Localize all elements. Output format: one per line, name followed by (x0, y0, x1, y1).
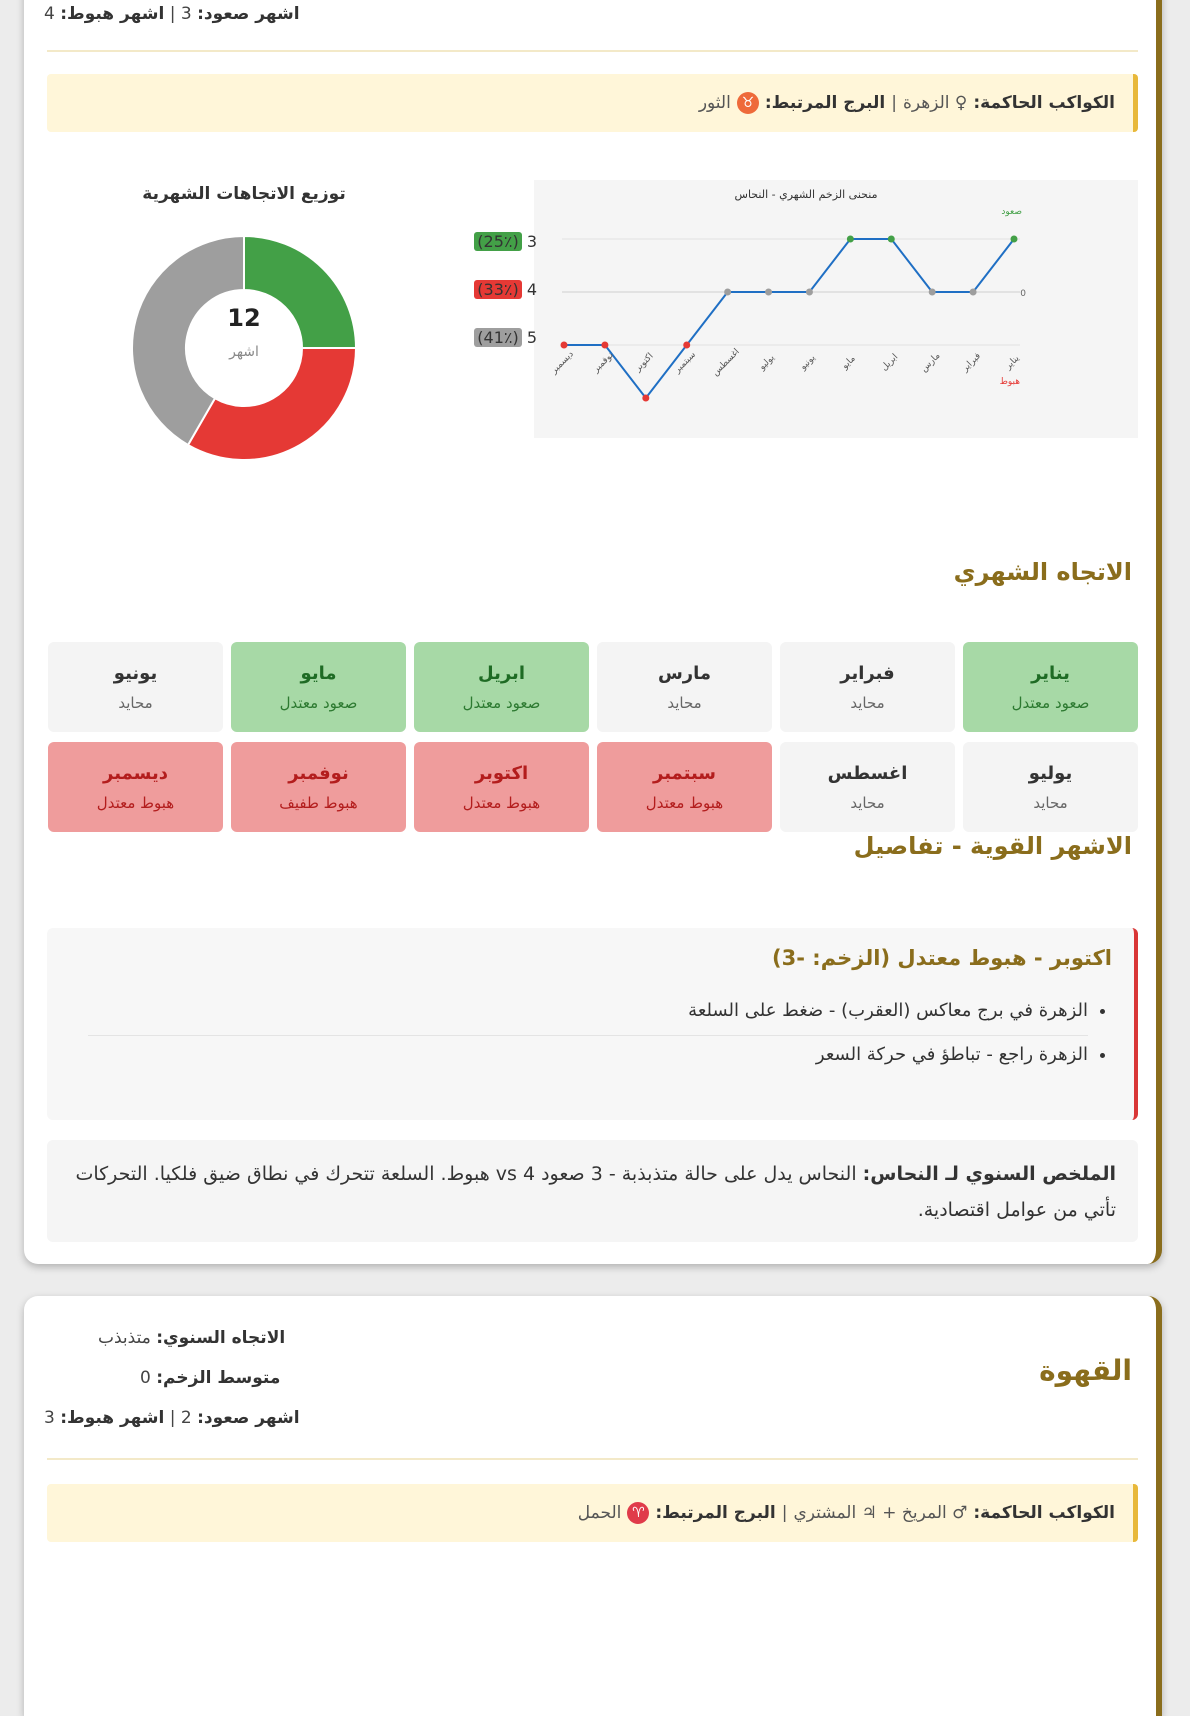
commodity-title: القهوة (1039, 1354, 1132, 1387)
x-tick-label: نوفمبر (591, 350, 616, 375)
x-tick-label: مايو (840, 353, 858, 372)
data-point (888, 236, 895, 243)
month-cell (597, 642, 772, 732)
momentum-line-chart (534, 180, 1138, 438)
commodity-card-copper (24, 0, 1162, 1264)
month-trend: محايد (850, 693, 885, 712)
donut-title: توزيع الاتجاهات الشهرية (142, 184, 346, 204)
x-tick-label: يوليو (757, 352, 777, 373)
ruling-planets-box: الكواكب الحاكمة: ♀ الزهرة | البرج المرتبط: ♉ الثور (47, 74, 1138, 132)
y-label-down: هبوط (999, 377, 1020, 387)
monthly-trend-grid (47, 642, 1138, 832)
donut-slice (188, 348, 356, 460)
divider (47, 50, 1138, 52)
month-trend: هبوط معتدل (462, 793, 541, 812)
y-label-up: صعود (1001, 207, 1022, 217)
x-tick-label: ديسمبر (549, 349, 576, 376)
month-cell (963, 742, 1138, 832)
month-cell (48, 642, 223, 732)
data-point (601, 342, 608, 349)
y-label-zero: 0 (1020, 289, 1026, 299)
x-tick-label: اكتوبر (633, 351, 656, 374)
data-point (765, 289, 772, 296)
month-trend: محايد (850, 793, 885, 812)
data-point (1011, 236, 1018, 243)
momentum-stat: متوسط الزخم: 0 (140, 1368, 281, 1388)
donut-center-value: 12 (227, 304, 261, 332)
data-point (970, 289, 977, 296)
divider (47, 1458, 1138, 1460)
detail-points (88, 992, 1112, 1073)
strong-months-title: الاشهر القوية - تفاصيل (853, 832, 1132, 860)
commodity-card-coffee (24, 1296, 1162, 1716)
legend-item-down: 4 (33٪) (474, 280, 537, 299)
data-point (642, 395, 649, 402)
month-cell (780, 642, 955, 732)
month-name: مارس (657, 662, 712, 684)
month-name: ابريل (478, 662, 525, 684)
data-point (847, 236, 854, 243)
momentum-series-line (564, 239, 1014, 398)
legend-item-up: 3 (25٪) (474, 232, 537, 251)
x-tick-label: فبراير (960, 351, 983, 374)
month-cell (231, 642, 406, 732)
months-count-stat: اشهر صعود: 3 | اشهر هبوط: 4 (44, 4, 300, 24)
x-tick-label: يونيو (798, 353, 818, 373)
annual-trend-stat: الاتجاه السنوي: متذبذب (98, 1328, 286, 1348)
month-trend: محايد (667, 693, 702, 712)
x-tick-label: ابريل (879, 352, 901, 373)
ruling-planets-box: الكواكب الحاكمة: ♂ المريخ + ♃ المشتري | البرج المرتبط: ♈ الحمل (47, 1484, 1138, 1542)
month-name: مايو (300, 662, 337, 684)
month-cell (780, 742, 955, 832)
month-name: يونيو (113, 662, 158, 684)
month-name: اغسطس (827, 762, 908, 784)
month-name: اكتوبر (474, 762, 529, 784)
month-name: سبتمبر (653, 762, 717, 784)
month-trend: صعود معتدل (279, 693, 358, 712)
month-cell (963, 642, 1138, 732)
taurus-icon: ♉ (737, 92, 759, 114)
month-cell (597, 742, 772, 832)
donut-legend (461, 232, 541, 362)
monthly-trend-title: الاتجاه الشهري (953, 558, 1132, 586)
data-point (929, 289, 936, 296)
month-name: يوليو (1028, 762, 1073, 784)
month-trend: محايد (1033, 793, 1068, 812)
month-trend: هبوط طفيف (279, 793, 358, 812)
month-cell (48, 742, 223, 832)
month-name: نوفمبر (288, 762, 349, 784)
month-trend: هبوط معتدل (645, 793, 724, 812)
detail-title: اكتوبر - هبوط معتدل (الزخم: -3) (772, 946, 1112, 970)
month-name: يناير (1031, 662, 1070, 684)
list-item: • الزهرة راجع - تباطؤ في حركة السعر (88, 1036, 1088, 1073)
x-tick-label: سبتمبر (672, 349, 698, 376)
x-tick-label: مارس (919, 350, 943, 375)
month-cell (231, 742, 406, 832)
data-point (683, 342, 690, 349)
month-cell (414, 642, 589, 732)
month-name: ديسمبر (103, 762, 168, 784)
data-point (724, 289, 731, 296)
month-trend: صعود معتدل (462, 693, 541, 712)
x-tick-label: يناير (1003, 353, 1022, 372)
x-tick-label: اغسطس (710, 346, 742, 379)
month-name: فبراير (840, 662, 895, 684)
strong-month-detail (47, 928, 1138, 1120)
month-trend: صعود معتدل (1011, 693, 1090, 712)
data-point (806, 289, 813, 296)
legend-item-neutral: 5 (41٪) (474, 328, 537, 347)
donut-center-label: اشهر (229, 344, 259, 360)
annual-summary: الملخص السنوي لـ النحاس: النحاس يدل على حالة متذبذبة - 3 صعود vs 4 هبوط. السلعة تتحرك في نطاق ضيق فلكيا. التحركات تأتي من عوامل اقتصادية. (47, 1140, 1138, 1242)
list-item: • الزهرة في برج معاكس (العقرب) - ضغط على السلعة (88, 992, 1088, 1036)
month-trend: محايد (118, 693, 153, 712)
data-point (561, 342, 568, 349)
chart-title: منحنى الزخم الشهري - النحاس (734, 188, 878, 201)
aries-icon: ♈ (627, 1502, 649, 1524)
trend-donut-chart (84, 184, 404, 484)
momentum-line-chart-svg (534, 180, 1138, 438)
months-count-stat: اشهر صعود: 2 | اشهر هبوط: 3 (44, 1408, 300, 1428)
month-trend: هبوط معتدل (96, 793, 175, 812)
month-cell (414, 742, 589, 832)
